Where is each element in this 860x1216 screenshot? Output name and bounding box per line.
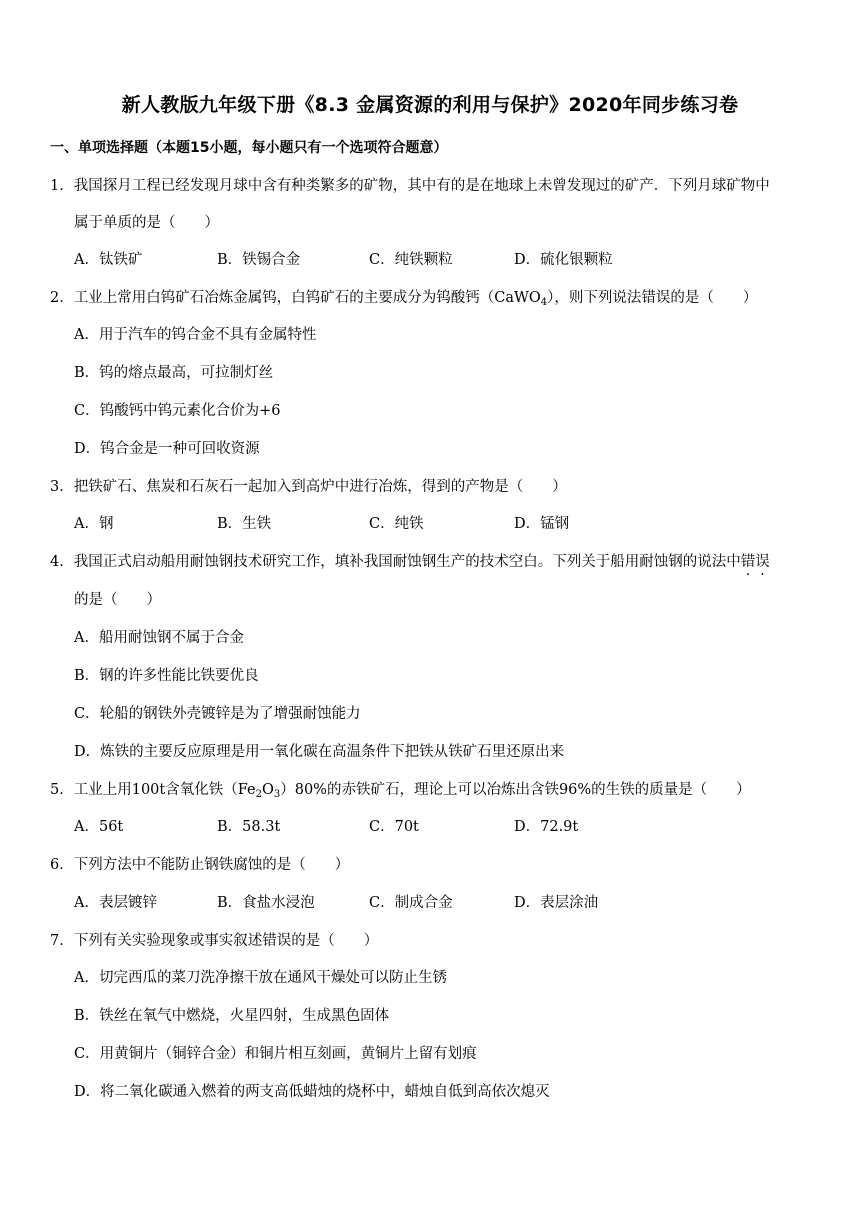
option-d: D．72.9t bbox=[514, 819, 579, 835]
question-7-option-b: B．铁丝在氧气中燃烧，火星四射，生成黑色固体 bbox=[74, 1008, 390, 1024]
question-7-text: 7．下列有关实验现象或事实叙述错误的是（ ） bbox=[50, 933, 379, 949]
option-c: C．制成合金 bbox=[369, 895, 453, 911]
option-d: D．硫化银颗粒 bbox=[514, 252, 613, 268]
option-a: A．钛铁矿 bbox=[74, 252, 143, 268]
question-4-option-c: C．轮船的钢铁外壳镀锌是为了增强耐蚀能力 bbox=[74, 706, 361, 722]
option-d: D．表层涂油 bbox=[514, 895, 599, 911]
question-7-option-a: A．切完西瓜的菜刀洗净擦干放在通风干燥处可以防止生锈 bbox=[74, 970, 447, 986]
option-c: C．70t bbox=[369, 819, 419, 835]
question-2-text-a: 2．工业上常用白钨矿石冶炼金属钨，白钨矿石的主要成分为钨酸钙（CaWO bbox=[50, 290, 541, 306]
question-1-text: 1．我国探月工程已经发现月球中含有种类繁多的矿物，其中有的是在地球上未曾发现过的矿产．下列月球矿物中 bbox=[50, 178, 770, 194]
option-a: A．表层镀锌 bbox=[74, 895, 157, 911]
subscript: 4 bbox=[540, 297, 548, 308]
question-2-option-b: B．钨的熔点最高，可拉制灯丝 bbox=[74, 365, 274, 381]
option-b: B．生铁 bbox=[217, 516, 272, 532]
question-2-option-d: D．钨合金是一种可回收资源 bbox=[74, 441, 260, 457]
question-4-option-d: D．炼铁的主要反应原理是用一氧化碳在高温条件下把铁从铁矿石里还原出来 bbox=[74, 744, 565, 760]
question-3-text: 3．把铁矿石、焦炭和石灰石一起加入到高炉中进行冶炼，得到的产物是（ ） bbox=[50, 479, 567, 495]
option-b: B．食盐水浸泡 bbox=[217, 895, 315, 911]
question-2-option-c: C．钨酸钙中钨元素化合价为+6 bbox=[74, 403, 281, 419]
question-4-option-b: B．钢的许多性能比铁要优良 bbox=[74, 668, 259, 684]
question-5-text-a: 5．工业上用100t含氧化铁（Fe bbox=[50, 782, 256, 798]
question-1-text-cont: 属于单质的是（ ） bbox=[74, 215, 219, 231]
option-a: A．钢 bbox=[74, 516, 114, 532]
question-5-text-b: O bbox=[261, 782, 274, 798]
question-6-text: 6．下列方法中不能防止钢铁腐蚀的是（ ） bbox=[50, 857, 350, 873]
subscript: 3 bbox=[273, 789, 281, 800]
question-2-text bbox=[50, 288, 757, 308]
question-7-option-d: D．将二氧化碳通入燃着的两支高低蜡烛的烧杯中，蜡烛自低到高依次熄灭 bbox=[74, 1084, 550, 1100]
option-a: A．56t bbox=[74, 819, 124, 835]
section-heading: 一、单项选择题（本题15小题，每小题只有一个选项符合题意） bbox=[50, 140, 448, 156]
question-4-text-cont: 的是（ ） bbox=[74, 592, 161, 608]
question-5-text bbox=[50, 780, 751, 800]
option-c: C．纯铁颗粒 bbox=[369, 252, 453, 268]
question-2-text-b: ），则下列说法错误的是（ ） bbox=[547, 290, 758, 306]
question-5-text-c: ）80%的赤铁矿石，理论上可以冶炼出含铁96%的生铁的质量是（ ） bbox=[280, 782, 751, 798]
question-4-text bbox=[50, 552, 770, 572]
option-b: B．铁锡合金 bbox=[217, 252, 301, 268]
question-7-option-c: C．用黄铜片（铜锌合金）和铜片相互刻画，黄铜片上留有划痕 bbox=[74, 1046, 477, 1062]
emphasis-char: 错 bbox=[740, 554, 756, 570]
option-d: D．锰钢 bbox=[514, 516, 570, 532]
question-2-option-a: A．用于汽车的钨合金不具有金属特性 bbox=[74, 327, 317, 343]
option-b: B．58.3t bbox=[217, 819, 281, 835]
question-4-option-a: A．船用耐蚀钢不属于合金 bbox=[74, 630, 244, 646]
subscript: 2 bbox=[255, 789, 262, 800]
page-title: 新人教版九年级下册《8.3 金属资源的利用与保护》2020年同步练习卷 bbox=[121, 94, 739, 116]
question-4-text-a: 4．我国正式启动船用耐蚀钢技术研究工作，填补我国耐蚀钢生产的技术空白。下列关于船用耐蚀钢的说法中 bbox=[50, 554, 741, 570]
emphasis-char: 误 bbox=[755, 554, 770, 570]
option-c: C．纯铁 bbox=[369, 516, 424, 532]
